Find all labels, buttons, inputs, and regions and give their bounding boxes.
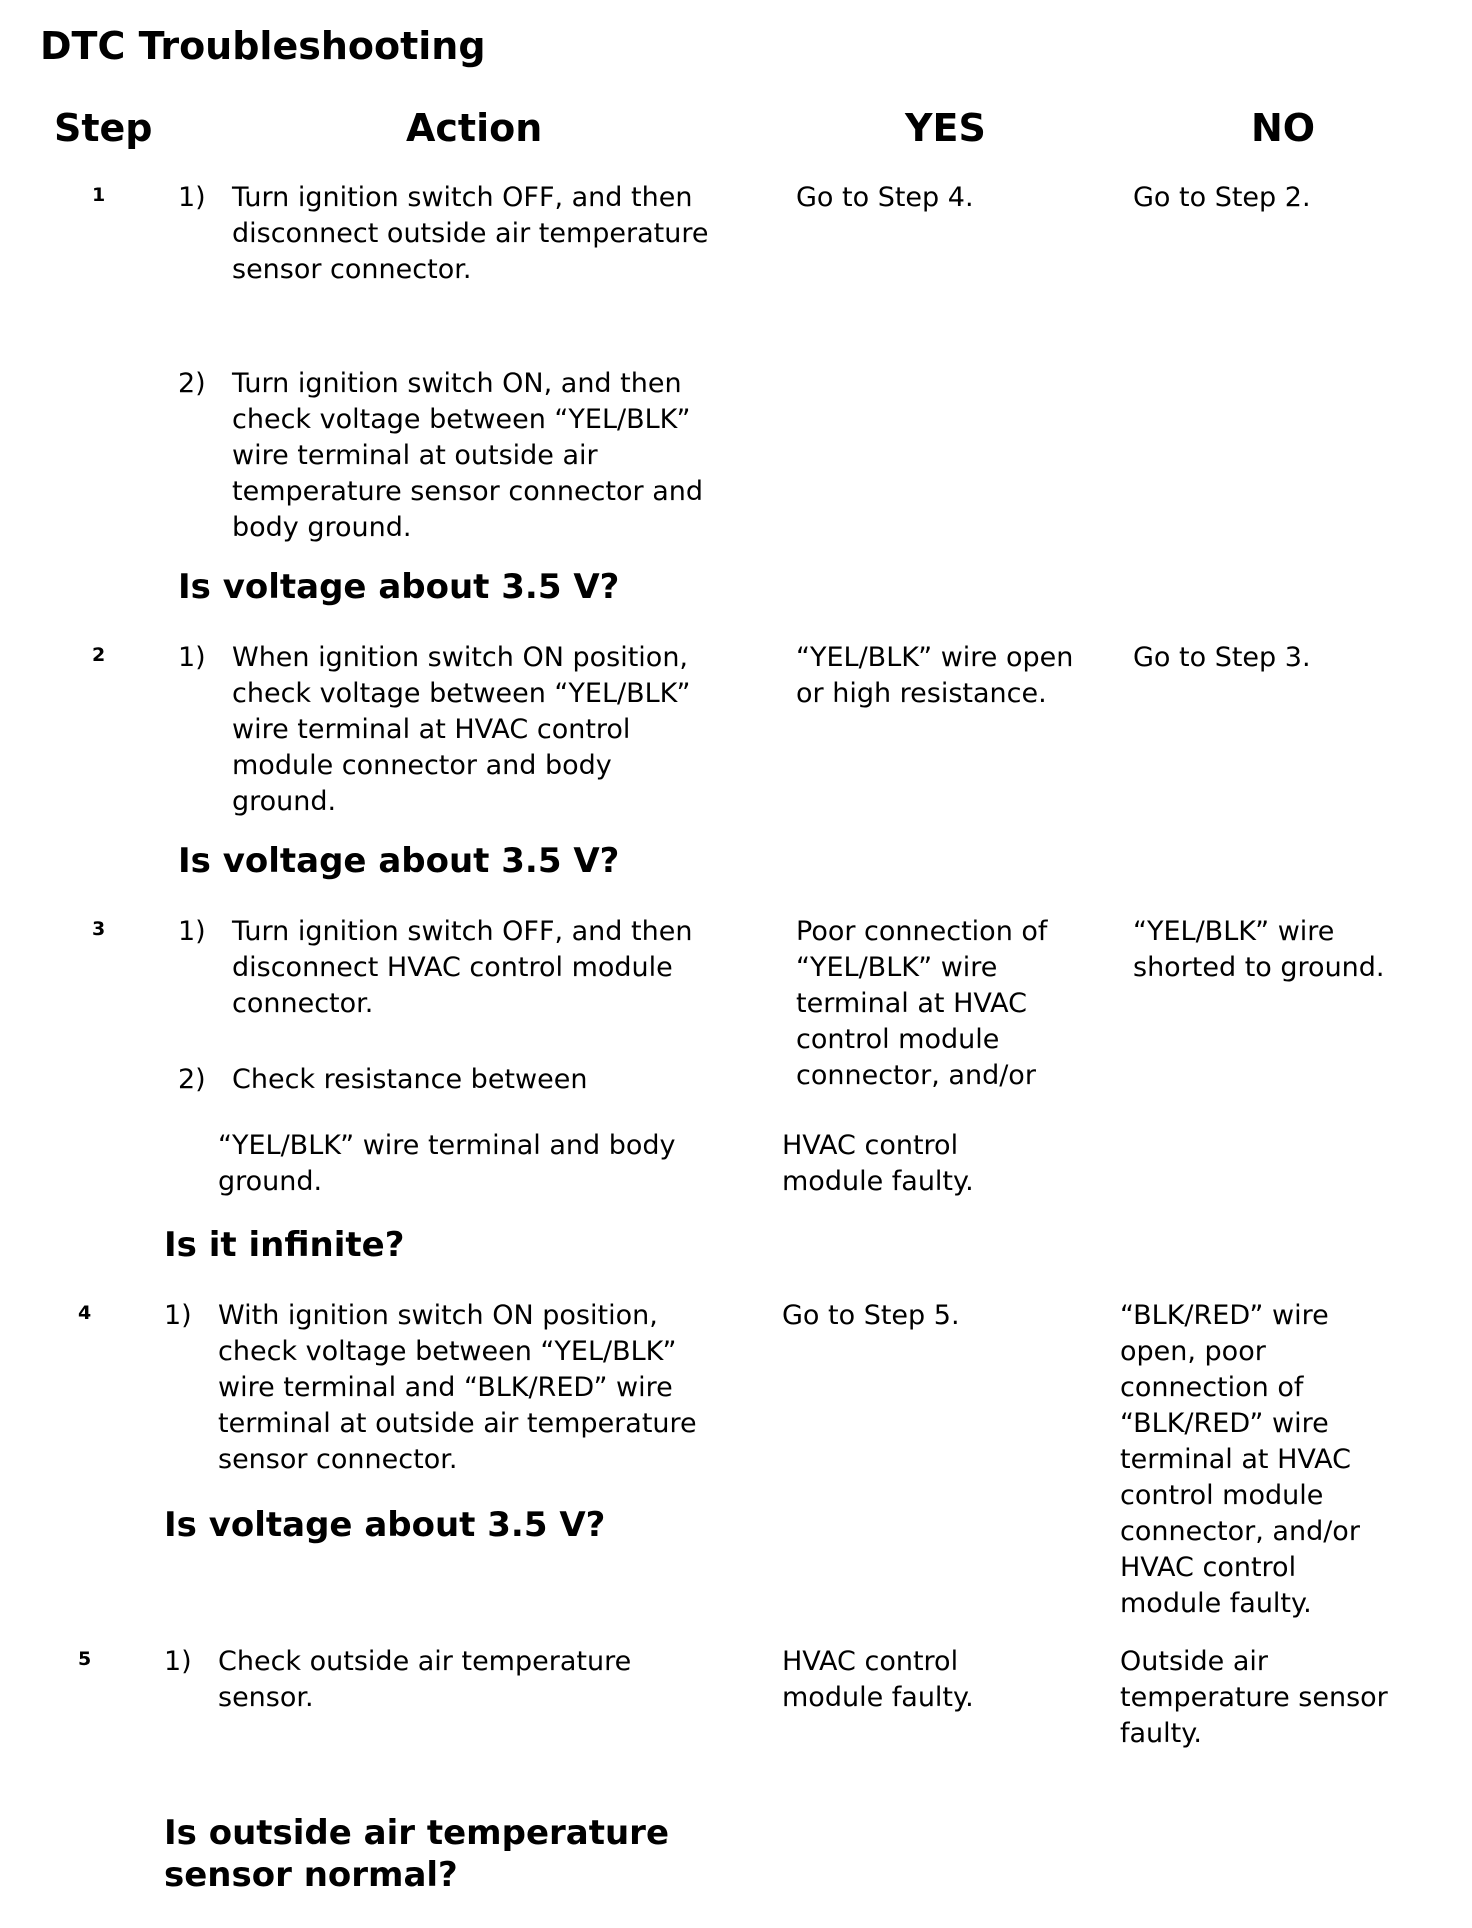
action-text: Turn ignition switch OFF, and then disconnect HVAC control module connector. — [232, 916, 693, 1019]
action-text-continuation: “YEL/BLK” wire terminal and body ground. — [218, 1130, 676, 1197]
step-question: Is voltage about 3.5 V? — [178, 567, 620, 607]
step-number: 1 — [92, 184, 106, 206]
action-text: With ignition switch ON position, check voltage between “YEL/BLK” wire terminal and “BLK/RED” wire terminal at outside air temperature sensor connector. — [218, 1300, 697, 1475]
action-text: Turn ignition switch OFF, and then disconnect outside air temperature sensor connector. — [232, 182, 709, 285]
yes-result: Go to Step 5. — [782, 1300, 960, 1331]
step-question: Is it infinite? — [164, 1225, 405, 1265]
step-question: Is voltage about 3.5 V? — [178, 841, 620, 881]
header-action: Action — [406, 106, 543, 150]
action-item-number: 2) — [178, 1064, 206, 1095]
yes-result: Poor connection of “YEL/BLK” wire terminal at HVAC control module connector, and/or — [796, 916, 1048, 1091]
action-item-number: 1) — [178, 182, 206, 213]
step-number: 4 — [78, 1302, 92, 1324]
header-step: Step — [54, 106, 153, 150]
no-result: “YEL/BLK” wire shorted to ground. — [1133, 916, 1385, 983]
action-text: When ignition switch ON position, check voltage between “YEL/BLK” wire terminal at HVAC control module connector and body ground. — [232, 642, 691, 817]
step-number: 3 — [92, 918, 106, 940]
step-number: 5 — [78, 1648, 92, 1670]
action-text: Turn ignition switch ON, and then check voltage between “YEL/BLK” wire terminal at outside air temperature sensor connector and body ground. — [232, 368, 703, 543]
yes-result: “YEL/BLK” wire open or high resistance. — [796, 642, 1074, 709]
no-result: “BLK/RED” wire open, poor connection of “BLK/RED” wire terminal at HVAC control module connector, and/or HVAC control module faulty. — [1120, 1300, 1360, 1619]
action-item-number: 1) — [164, 1300, 192, 1331]
action-item-number: 1) — [164, 1646, 192, 1677]
header-no: NO — [1251, 106, 1316, 150]
action-item-number: 1) — [178, 916, 206, 947]
action-text: Check outside air temperature sensor. — [218, 1646, 632, 1713]
yes-result: HVAC control module faulty. — [782, 1646, 974, 1713]
page-title: DTC Troubleshooting — [40, 24, 486, 68]
step-number: 2 — [92, 644, 106, 666]
no-result: Outside air temperature sensor faulty. — [1120, 1646, 1388, 1749]
step-question: Is outside air temperature sensor normal? — [164, 1813, 670, 1895]
step-question: Is voltage about 3.5 V? — [164, 1505, 606, 1545]
no-result: Go to Step 3. — [1133, 642, 1311, 673]
header-yes: YES — [905, 106, 986, 150]
no-result: Go to Step 2. — [1133, 182, 1311, 213]
yes-result-continuation: HVAC control module faulty. — [782, 1130, 974, 1197]
action-item-number: 2) — [178, 368, 206, 399]
action-text: Check resistance between — [232, 1064, 588, 1095]
yes-result: Go to Step 4. — [796, 182, 974, 213]
action-item-number: 1) — [178, 642, 206, 673]
